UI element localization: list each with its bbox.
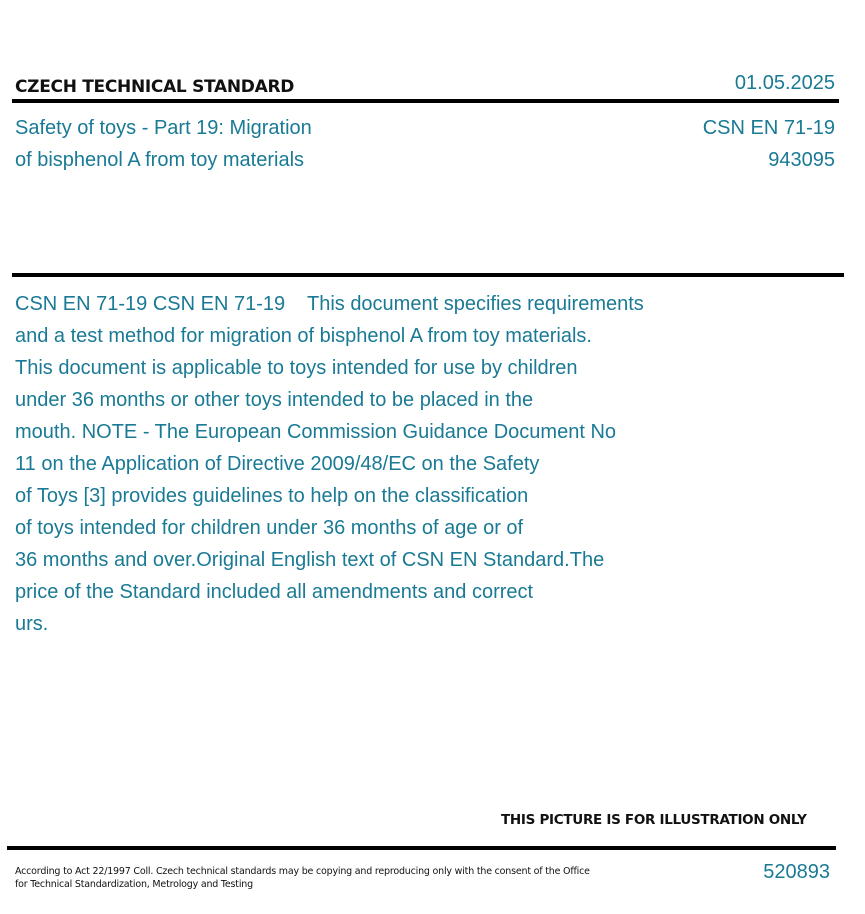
footer-code: 520893 [763, 861, 830, 883]
description-line: mouth. NOTE - The European Commission Guidance Document No [15, 421, 617, 443]
description-line: urs. [15, 613, 49, 635]
description-line: of Toys [3] provides guidelines to help on the classification [15, 485, 529, 507]
illustration-note: THIS PICTURE IS FOR ILLUSTRATION ONLY [501, 812, 807, 828]
footer-rule [7, 846, 836, 850]
legal-notice [15, 865, 590, 891]
description-line: CSN EN 71-19 CSN EN 71-19 This document specifies requirements [15, 293, 644, 315]
standard-title-line-1: Safety of toys - Part 19: Migration [15, 117, 312, 139]
description-line: This document is applicable to toys intended for use by children [15, 357, 578, 379]
legal-notice-line: According to Act 22/1997 Coll. Czech technical standards may be copying and reproducing only with the consent of the Office [15, 866, 590, 877]
description-line: and a test method for migration of bisphenol A from toy materials. [15, 325, 592, 347]
description-line: price of the Standard included all amendments and correct [15, 581, 534, 603]
legal-notice-line: for Technical Standardization, Metrology and Testing [15, 879, 253, 890]
description-line: 11 on the Application of Directive 2009/48/EC on the Safety [15, 453, 540, 475]
document-header-title: CZECH TECHNICAL STANDARD [15, 77, 295, 97]
section-rule [12, 273, 844, 277]
catalog-number: 943095 [768, 149, 835, 171]
description-line: 36 months and over.Original English text of CSN EN Standard.The [15, 549, 605, 571]
standard-code: CSN EN 71-19 [702, 117, 835, 139]
standard-description [15, 288, 715, 640]
publication-date: 01.05.2025 [734, 72, 835, 94]
description-line: of toys intended for children under 36 months of age or of [15, 517, 524, 539]
description-line: under 36 months or other toys intended to be placed in the [15, 389, 534, 411]
standard-title-line-2: of bisphenol A from toy materials [15, 149, 305, 171]
header-rule [12, 99, 839, 103]
